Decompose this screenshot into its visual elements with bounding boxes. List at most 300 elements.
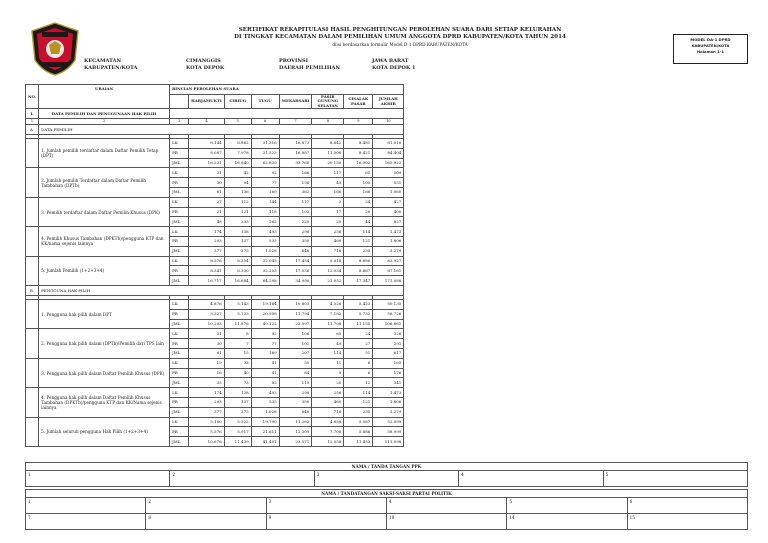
gender-cell: LK — [170, 256, 189, 266]
value-cell: 1.028 — [251, 407, 279, 417]
value-cell: 16 — [189, 368, 225, 378]
value-cell: 176 — [373, 368, 404, 378]
row-no-cell — [26, 388, 39, 417]
value-cell: 12.309 — [279, 427, 312, 437]
value-cell: 5.100 — [189, 417, 225, 427]
gender-cell: JML — [170, 378, 189, 388]
value-cell: 165.922 — [373, 158, 404, 168]
value-cell: 8.680 — [344, 256, 373, 266]
value-cell: 15 — [224, 349, 251, 359]
index-cell: 9 — [344, 119, 373, 125]
value-cell: 8.341 — [189, 266, 225, 276]
no-header: NO. — [26, 85, 39, 109]
gender-cell: PR — [170, 266, 189, 276]
gender-cell: LK — [170, 329, 189, 339]
value-cell: 32.045 — [251, 256, 279, 266]
value-cell: 235 — [344, 407, 373, 417]
value-cell: 94 — [224, 178, 251, 188]
value-cell: 4.858 — [312, 417, 344, 427]
value-cell: 121 — [344, 398, 373, 408]
gender-cell: JML — [170, 407, 189, 417]
gender-cell: LK — [170, 227, 189, 237]
value-cell: 61 — [344, 168, 373, 178]
table-row — [26, 109, 404, 119]
section-letter: A. — [26, 125, 39, 135]
value-cell: 350 — [279, 237, 312, 247]
value-cell: 49 — [312, 178, 344, 188]
table-row — [26, 139, 404, 149]
value-cell: 5.732 — [344, 309, 373, 319]
section-title: PENGGUNA HAK PILIH — [39, 286, 404, 296]
value-cell: 21 — [189, 207, 225, 217]
value-cell: 166 — [279, 168, 312, 178]
value-cell: 87.161 — [373, 266, 404, 276]
value-cell: 16.873 — [279, 139, 312, 149]
value-cell: 58.999 — [373, 427, 404, 437]
value-cell: 51 — [344, 349, 373, 359]
value-cell: 31.523 — [251, 148, 279, 158]
value-cell: 551 — [373, 178, 404, 188]
value-cell: 827 — [373, 217, 404, 227]
value-cell: 169 — [251, 349, 279, 359]
value-cell: 275 — [224, 407, 251, 417]
value-cell: 33.760 — [279, 158, 312, 168]
saksi-signature-table — [25, 489, 748, 530]
value-cell: 203 — [189, 237, 225, 247]
saksi-slot: 7 — [26, 514, 146, 530]
value-cell: 9.018 — [312, 256, 344, 266]
value-cell: 20.150 — [312, 158, 344, 168]
value-cell: 21.611 — [251, 427, 279, 437]
value-cell: 427 — [373, 197, 404, 207]
value-cell: 119 — [279, 378, 312, 388]
value-cell: 19.790 — [251, 417, 279, 427]
value-cell: 1.473 — [373, 227, 404, 237]
value-cell: 42 — [224, 168, 251, 178]
value-cell: 144 — [251, 197, 279, 207]
value-cell: 61 — [189, 349, 225, 359]
index-cell: 5 — [224, 119, 251, 125]
saksi-slot: 9 — [266, 514, 386, 530]
value-cell: 648 — [279, 246, 312, 256]
data-header: DATA PEMILIH DAN PENGGUNAAN HAK PILIH — [39, 109, 170, 119]
value-cell: 169 — [251, 188, 279, 198]
value-cell: 9 — [312, 368, 344, 378]
value-cell: 377 — [189, 407, 225, 417]
index-cell: 8 — [312, 119, 344, 125]
value-cell: 8.144 — [189, 139, 225, 149]
row-no-cell — [26, 256, 39, 285]
gender-cell: LK — [170, 139, 189, 149]
value-cell: 84.404 — [373, 148, 404, 158]
value-cell: 31 — [189, 168, 225, 178]
data-header-spacer — [170, 109, 404, 119]
value-cell: 350 — [279, 398, 312, 408]
value-cell: 233 — [224, 217, 251, 227]
value-cell: 16.231 — [189, 158, 225, 168]
item-label: 3. Pemilih terdaftar dalam Daftar Pemilih Khusus (DPK) — [39, 197, 170, 226]
value-cell: 121 — [344, 237, 373, 247]
title-line-1: SERTIFIKAT REKAPITULASI HASIL PENGHITUNGAN PEROLEHAN SUARA DARI SETIAP KELURAHAN — [238, 27, 562, 33]
col-header-7: JUMLAH AKHIR — [373, 94, 404, 109]
value-cell: 10.203 — [189, 319, 225, 329]
value-cell: 24 — [344, 329, 373, 339]
value-cell: 81.518 — [373, 139, 404, 149]
value-cell: 136 — [224, 188, 251, 198]
value-cell: 12.558 — [312, 437, 344, 447]
value-cell: 138 — [224, 388, 251, 398]
value-cell: 8.481 — [344, 139, 373, 149]
gender-cell: PR — [170, 207, 189, 217]
value-cell: 65 — [312, 329, 344, 339]
col-header-1: HARJAMUKTI — [189, 94, 225, 109]
table-row — [26, 227, 404, 237]
col-header-5: PASIR GUNUNG SELATAN — [312, 94, 344, 109]
value-cell: 92 — [251, 329, 279, 339]
value-cell: 3.279 — [373, 246, 404, 256]
value-cell: 77 — [251, 178, 279, 188]
value-cell: 174 — [189, 227, 225, 237]
value-cell: 50.135 — [373, 300, 404, 310]
value-cell: 5.917 — [224, 427, 251, 437]
item-label: 2. Jumlah pemilih Terdaftar dalam Daftar Pemilih Tambahan (DPTb) — [39, 168, 170, 197]
value-cell: 49 — [312, 339, 344, 349]
value-cell: 460 — [312, 237, 344, 247]
value-cell: 5.567 — [344, 417, 373, 427]
value-cell: 1.806 — [373, 237, 404, 247]
ppk-slot: 2 — [170, 471, 314, 487]
gender-cell: PR — [170, 237, 189, 247]
value-cell: 3 — [312, 197, 344, 207]
value-cell: 4.876 — [189, 300, 225, 310]
dapil-label: DAERAH PEMILIHAN — [279, 65, 340, 71]
value-cell: 298 — [279, 227, 312, 237]
subtitle: diisi berdasarkan formulir Model D-1 DPRD KABUPATEN/KOTA — [332, 42, 468, 47]
kecamatan-value: CIMANGGIS — [186, 58, 221, 64]
gender-cell: JML — [170, 246, 189, 256]
value-cell: 138 — [224, 227, 251, 237]
value-cell: 1.473 — [373, 388, 404, 398]
value-cell: 716 — [312, 246, 344, 256]
value-cell: 121 — [224, 207, 251, 217]
gender-cell: JML — [170, 158, 189, 168]
value-cell: 11.708 — [312, 319, 344, 329]
value-cell: 166 — [312, 188, 344, 198]
value-cell: 341 — [373, 378, 404, 388]
value-cell: 16.887 — [279, 148, 312, 158]
value-cell: 111.098 — [373, 437, 404, 447]
value-cell: 19.164 — [251, 300, 279, 310]
value-cell: 400 — [373, 207, 404, 217]
value-cell: 82 — [251, 378, 279, 388]
saksi-slot: 2 — [146, 498, 266, 514]
value-cell: 114 — [344, 227, 373, 237]
row-no-cell — [26, 358, 39, 387]
model-box — [673, 34, 748, 64]
gender-cell: PR — [170, 427, 189, 437]
value-cell: 617 — [373, 349, 404, 359]
value-cell: 83.927 — [373, 256, 404, 266]
value-cell: 77 — [251, 339, 279, 349]
section-row — [26, 286, 404, 296]
value-cell: 30 — [189, 178, 225, 188]
saksi-slot: 1 — [26, 498, 146, 514]
value-cell: 7.978 — [224, 148, 251, 158]
value-cell: 27 — [344, 339, 373, 349]
value-cell: 8.642 — [312, 139, 344, 149]
value-cell: 40.122 — [251, 319, 279, 329]
value-cell: 6 — [344, 368, 373, 378]
value-cell: 8.087 — [189, 148, 225, 158]
ppk-header: NAMA / TANDA TANGAN PPK — [26, 463, 748, 471]
value-cell: 20 — [312, 217, 344, 227]
value-cell: 112 — [224, 197, 251, 207]
value-cell: 20 — [312, 378, 344, 388]
value-cell: 460 — [312, 398, 344, 408]
value-cell: 11 — [312, 358, 344, 368]
row-no-cell — [26, 300, 39, 329]
row-no-cell — [26, 417, 39, 446]
saksi-slot: 14 — [507, 514, 627, 530]
value-cell: 12 — [344, 378, 373, 388]
value-cell: 716 — [312, 407, 344, 417]
table-row — [26, 358, 404, 368]
value-cell: 105 — [344, 178, 373, 188]
dapil-value: KOTA DEPOK 1 — [372, 65, 416, 71]
value-cell: 52.099 — [373, 417, 404, 427]
value-cell: 55 — [279, 358, 312, 368]
value-cell: 114 — [344, 388, 373, 398]
ppk-slot: 1 — [26, 471, 170, 487]
value-cell: 5.327 — [189, 309, 225, 319]
value-cell: 165 — [373, 358, 404, 368]
gender-cell: JML — [170, 188, 189, 198]
value-cell: 8 — [224, 329, 251, 339]
value-cell: 16.902 — [344, 158, 373, 168]
gender-cell: JML — [170, 437, 189, 447]
rincian-header: RINCIAN PEROLEHAN SUARA — [170, 85, 404, 95]
value-cell: 16.840 — [224, 158, 251, 168]
gender-cell: PR — [170, 309, 189, 319]
value-cell: 7.182 — [312, 309, 344, 319]
value-cell: 17.454 — [279, 256, 312, 266]
table-row — [26, 388, 404, 398]
value-cell: 493 — [251, 227, 279, 237]
value-cell: 41 — [251, 358, 279, 368]
value-cell: 493 — [251, 388, 279, 398]
item-label: 5. Jumlah seluruh pengguna Hak Pilih (1+2+3+4) — [39, 417, 170, 446]
value-cell: 5.522 — [224, 417, 251, 427]
value-cell: 174 — [189, 388, 225, 398]
gender-cell: LK — [170, 358, 189, 368]
value-cell: 101 — [279, 339, 312, 349]
index-cell: 1 — [26, 119, 39, 125]
value-cell: 11.439 — [224, 437, 251, 447]
row-no-cell — [26, 168, 39, 197]
value-cell: 275 — [224, 246, 251, 256]
kpu-logo — [30, 22, 80, 76]
value-cell: 34.990 — [279, 276, 312, 286]
saksi-slot: 8 — [146, 514, 266, 530]
value-cell: 106 — [279, 329, 312, 339]
value-cell: 114 — [312, 349, 344, 359]
model-line-2: KABUPATEN/KOTA — [691, 43, 730, 48]
value-cell: 1.028 — [251, 246, 279, 256]
value-cell: 207 — [279, 349, 312, 359]
value-cell: 256 — [312, 227, 344, 237]
value-cell: 35 — [189, 378, 225, 388]
value-cell: 17.536 — [279, 266, 312, 276]
section-title: DATA PEMILIH — [39, 125, 404, 135]
value-cell: 648 — [279, 407, 312, 417]
gender-cell: JML — [170, 217, 189, 227]
saksi-slot: 15 — [627, 514, 747, 530]
value-cell: 8.862 — [224, 139, 251, 149]
provinsi-value: JAWA BARAT — [372, 58, 409, 64]
value-cell: 8.354 — [224, 256, 251, 266]
value-cell: 12.034 — [312, 266, 344, 276]
value-cell: 40 — [224, 368, 251, 378]
value-cell: 117 — [279, 197, 312, 207]
provinsi-label: PROVINSI — [279, 58, 308, 64]
value-cell: 137 — [224, 237, 251, 247]
value-cell: 11.262 — [279, 417, 312, 427]
value-cell: 32.253 — [251, 266, 279, 276]
col-header-2: CIRIUG — [224, 94, 251, 109]
value-cell: 291 — [373, 339, 404, 349]
saksi-slot: 4 — [386, 498, 506, 514]
gender-cell: JML — [170, 319, 189, 329]
value-cell: 1.060 — [373, 188, 404, 198]
value-cell: 171.088 — [373, 276, 404, 286]
value-cell: 8.330 — [224, 266, 251, 276]
section-row — [26, 125, 404, 135]
value-cell: 5.143 — [224, 300, 251, 310]
ppk-slot: 5 — [603, 471, 747, 487]
value-cell: 27 — [189, 197, 225, 207]
col-header-3: TUGU — [251, 94, 279, 109]
item-label: 4. Pemilih Khusus Tambahan (DPKTb)/pengguna KTP dan KK/nama sejenis lainnya — [39, 227, 170, 256]
item-label: 4. Pengguna hak pilih dalam Daftar Pemilih Khusus Tambahan (DPKTb)/pengguna KTP dan KK/Nama sejenis lainnya — [39, 388, 170, 417]
value-cell: 10.676 — [189, 437, 225, 447]
saksi-slot: 5 — [507, 498, 627, 514]
value-cell: 7 — [224, 339, 251, 349]
model-line-3: Halaman 1-1 — [696, 49, 724, 54]
value-cell: 64 — [279, 368, 312, 378]
value-cell: 41 — [251, 368, 279, 378]
value-cell: 41.401 — [251, 437, 279, 447]
value-cell: 220 — [279, 217, 312, 227]
value-cell: 44 — [344, 217, 373, 227]
saksi-slot: 6 — [627, 498, 747, 514]
index-cell: 4 — [189, 119, 225, 125]
row-no-cell — [26, 139, 39, 168]
value-cell: 10.803 — [279, 300, 312, 310]
value-cell: 196 — [279, 178, 312, 188]
value-cell: 11.794 — [279, 309, 312, 319]
value-cell: 509 — [373, 168, 404, 178]
value-cell: 64.298 — [251, 276, 279, 286]
item-label: 1. Pengguna hak pilih dalam DPT — [39, 300, 170, 329]
gender-cell: PR — [170, 339, 189, 349]
item-label: 2. Pengguna hak pilih dalam (DPTb)/Pemilih dari TPS lain — [39, 329, 170, 358]
value-cell: 262 — [251, 217, 279, 227]
value-cell: 62.839 — [251, 158, 279, 168]
value-cell: 11.508 — [312, 148, 344, 158]
gender-cell: LK — [170, 388, 189, 398]
col-header-6: CISALAK PASAR — [344, 94, 373, 109]
saksi-slot: 3 — [266, 498, 386, 514]
value-cell: 326 — [373, 329, 404, 339]
saksi-slot: 10 — [386, 514, 506, 530]
value-cell: 20.958 — [251, 309, 279, 319]
col-header-4: MEKARSARI — [279, 94, 312, 109]
index-cell: 7 — [279, 119, 312, 125]
gender-cell: PR — [170, 148, 189, 158]
value-cell: 203 — [189, 398, 225, 408]
saksi-header: NAMA / TANDATANGAN SAKSI-SAKSI PARTAI POLITIK — [26, 490, 748, 498]
ppk-slot: 4 — [459, 471, 603, 487]
value-cell: 11.155 — [344, 319, 373, 329]
index-cell: 3 — [170, 119, 189, 125]
table-row — [26, 417, 404, 427]
value-cell: 5.423 — [344, 300, 373, 310]
gender-cell: LK — [170, 197, 189, 207]
table-row — [26, 168, 404, 178]
value-cell: 7.700 — [312, 427, 344, 437]
recap-table — [25, 84, 404, 447]
value-cell: 21.052 — [312, 276, 344, 286]
value-cell: 4.526 — [312, 300, 344, 310]
title-line-2: DI TINGKAT KECAMATAN DALAM PEMILIHAN UMUM ANGGOTA DPRD KABUPATEN/KOTA TAHUN 2014 — [234, 34, 566, 40]
value-cell: 22.597 — [279, 319, 312, 329]
value-cell: 535 — [251, 237, 279, 247]
value-cell: 20 — [344, 207, 373, 217]
index-cell: 6 — [251, 119, 279, 125]
gender-cell: PR — [170, 368, 189, 378]
value-cell: 92 — [251, 168, 279, 178]
value-cell: 5.733 — [224, 309, 251, 319]
row-no-cell — [26, 227, 39, 256]
value-cell: 5.576 — [189, 427, 225, 437]
index-cell: 10 — [373, 119, 404, 125]
value-cell: 118 — [251, 207, 279, 217]
value-cell: 61 — [189, 188, 225, 198]
value-cell: 377 — [189, 246, 225, 256]
value-cell: 48 — [189, 217, 225, 227]
value-cell: 5.886 — [344, 427, 373, 437]
kecamatan-label: KECAMATAN — [84, 58, 122, 64]
gender-cell: LK — [170, 417, 189, 427]
value-cell: 31 — [189, 329, 225, 339]
row-no-cell — [26, 329, 39, 358]
value-cell: 11.453 — [344, 437, 373, 447]
row-number: I. — [26, 109, 39, 119]
gender-cell: PR — [170, 178, 189, 188]
value-cell: 362 — [279, 188, 312, 198]
value-cell: 106.861 — [373, 319, 404, 329]
value-cell: 33 — [224, 358, 251, 368]
row-no-cell — [26, 197, 39, 226]
value-cell: 16.684 — [224, 276, 251, 286]
value-cell: 17.347 — [344, 276, 373, 286]
value-cell: 11.876 — [224, 319, 251, 329]
value-cell: 17 — [312, 207, 344, 217]
value-cell: 30 — [189, 339, 225, 349]
value-cell: 1.806 — [373, 398, 404, 408]
index-cell: 2 — [39, 119, 170, 125]
table-row — [26, 329, 404, 339]
